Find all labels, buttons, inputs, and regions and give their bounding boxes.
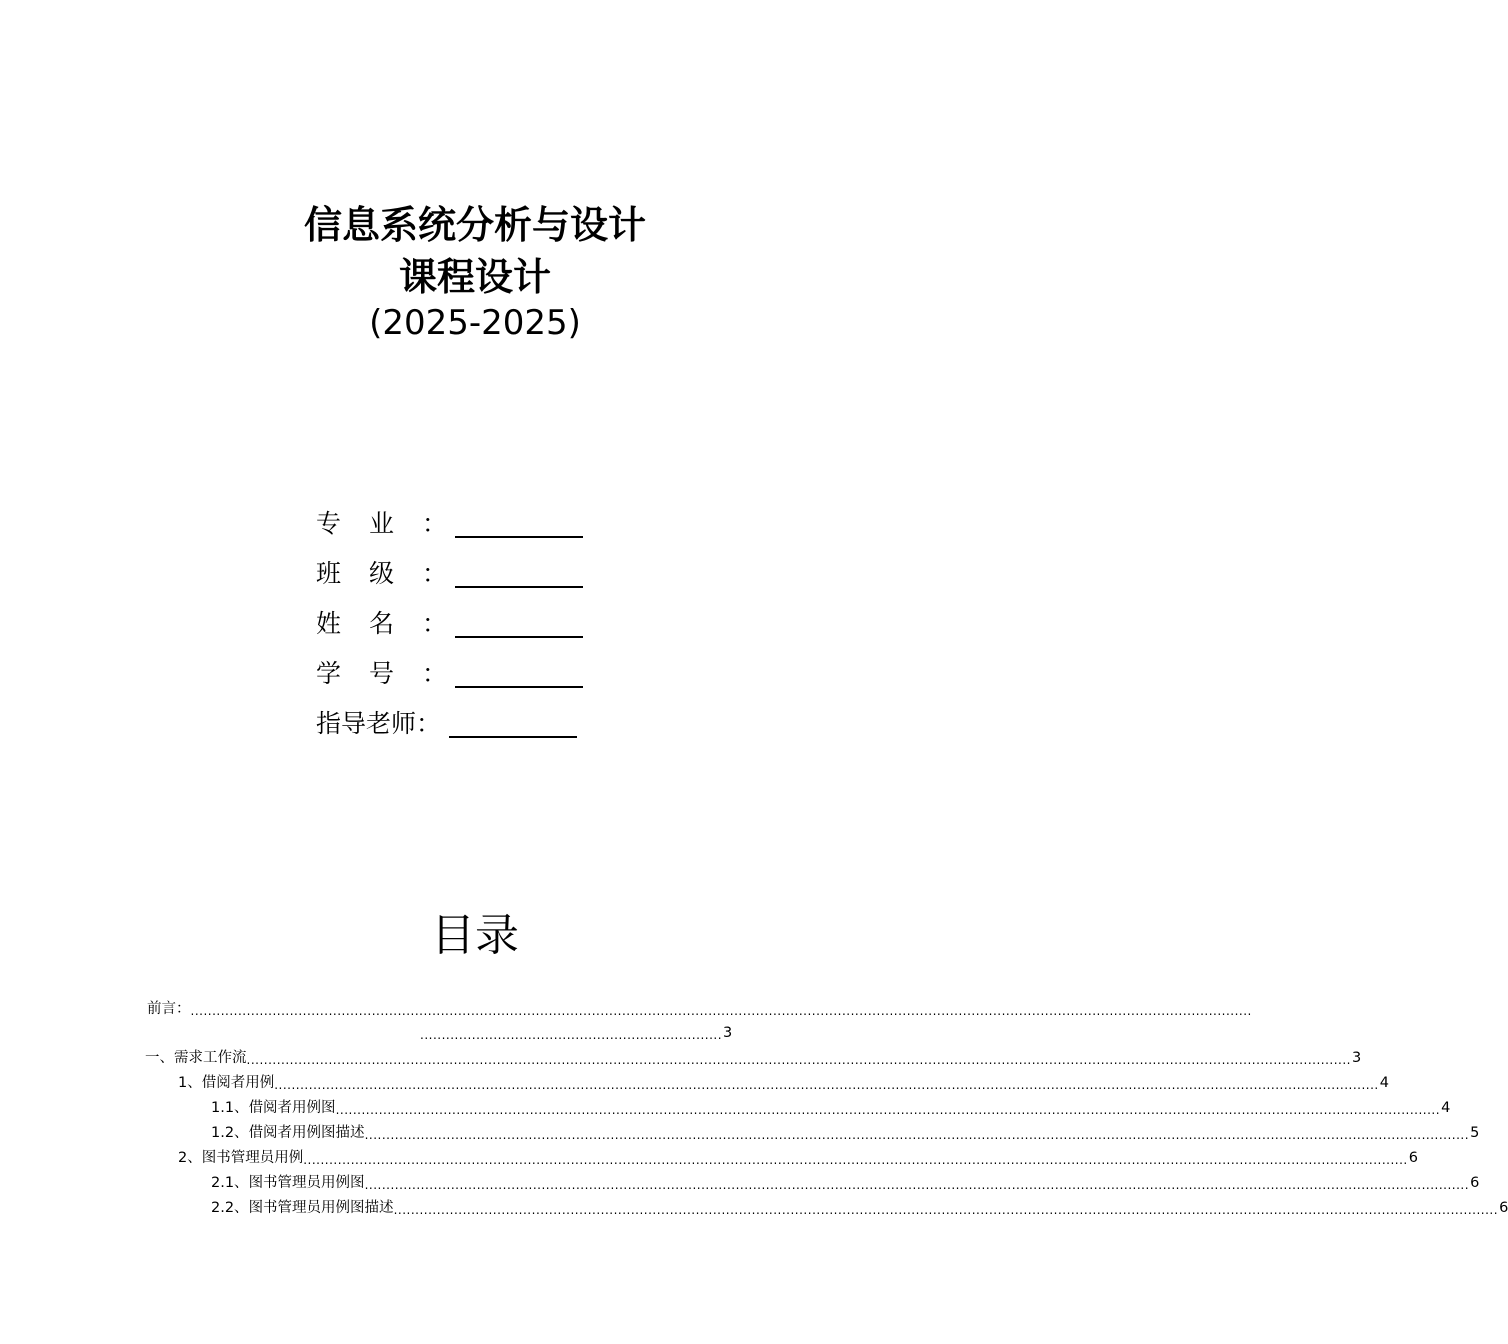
field-class-blank (455, 560, 583, 588)
field-major (316, 506, 583, 542)
toc-leader: ................................................................................................................................................................................................................................................................ (364, 1178, 1470, 1192)
toc-entry-text: 借阅者用例图描述 (248, 1125, 365, 1141)
toc-entry-number: 一、 (145, 1050, 174, 1066)
toc-entry-text: 借阅者用例图 (248, 1100, 336, 1116)
field-class-label: 班级 (316, 559, 423, 588)
toc-entry-number: 2、 (178, 1150, 202, 1166)
toc-leader: ...................................................................................................................................................................................................................................................... (190, 1004, 1252, 1018)
field-advisor (316, 706, 577, 742)
field-colon: ： (422, 659, 448, 688)
toc-entry-number: 1.1、 (211, 1100, 249, 1116)
toc-leader: ................................................................................................................................................................................................................................................................ (274, 1078, 1379, 1092)
toc-entry-number: 2.1、 (211, 1175, 249, 1191)
field-class (316, 556, 583, 592)
field-advisor-blank (449, 710, 577, 738)
toc-entry-text: 前言： (147, 1001, 191, 1017)
document-title: 信息系统分析与设计 (303, 203, 646, 247)
toc-entry-text: 图书管理员用例图 (248, 1175, 365, 1191)
document-year: (2025-2025) (369, 303, 581, 343)
toc-leader: ................................................................................................................................................................................................................................................................ (364, 1128, 1470, 1142)
toc-entry-number: 2.2、 (211, 1200, 249, 1216)
toc-page-number: 3 (1352, 1050, 1362, 1066)
toc-leader: ................................................................................................................................................................................................................................................................ (393, 1203, 1499, 1217)
toc-page-number: 5 (1470, 1125, 1480, 1141)
toc-leader: ................................................................................................................................................................................................................................................................ (335, 1103, 1441, 1117)
toc-page-number: 4 (1379, 1075, 1389, 1091)
toc-entry-text: 图书管理员用例 (201, 1150, 304, 1166)
field-student-id-blank (455, 660, 583, 688)
field-major-label: 专业 (316, 509, 423, 538)
toc-entry (420, 1022, 733, 1044)
toc-entry (145, 1047, 1362, 1069)
toc-entry-number: 1、 (178, 1075, 202, 1091)
field-colon: ： (422, 609, 448, 638)
field-advisor-label: 指导老师 (316, 709, 417, 738)
toc-entry-text: 图书管理员用例图描述 (248, 1200, 394, 1216)
toc-entry (211, 1197, 1508, 1219)
document-subtitle: 课程设计 (398, 255, 551, 299)
toc-entry (211, 1122, 1480, 1144)
toc-entry (211, 1097, 1451, 1119)
toc-entry (211, 1172, 1480, 1194)
toc-entry (178, 1147, 1418, 1169)
toc-page-number: 6 (1499, 1200, 1508, 1216)
toc-page-number: 6 (1408, 1150, 1418, 1166)
toc-entry-text: 需求工作流 (174, 1050, 247, 1066)
field-colon: ： (422, 509, 448, 538)
field-name-label: 姓名 (316, 609, 423, 638)
toc-leader: ...................................................................... (420, 1028, 723, 1042)
toc-entry-number: 1.2、 (211, 1125, 249, 1141)
field-student-id (316, 656, 583, 692)
toc-entry-text: 借阅者用例 (201, 1075, 275, 1091)
toc-entry (147, 998, 1252, 1020)
field-colon: ： (416, 709, 442, 738)
toc-leader: ................................................................................................................................................................................................................................................................ (246, 1053, 1351, 1067)
toc-page-number: 6 (1470, 1175, 1480, 1191)
field-major-blank (455, 510, 583, 538)
toc-entry (178, 1072, 1389, 1094)
toc-page-number: 4 (1441, 1100, 1451, 1116)
toc-page-number: 3 (723, 1025, 733, 1041)
toc-title: 目录 (431, 910, 519, 961)
field-name (316, 606, 583, 642)
toc-leader: ................................................................................................................................................................................................................................................................ (303, 1153, 1408, 1167)
field-student-id-label: 学号 (316, 659, 423, 688)
field-name-blank (455, 610, 583, 638)
field-colon: ： (422, 559, 448, 588)
